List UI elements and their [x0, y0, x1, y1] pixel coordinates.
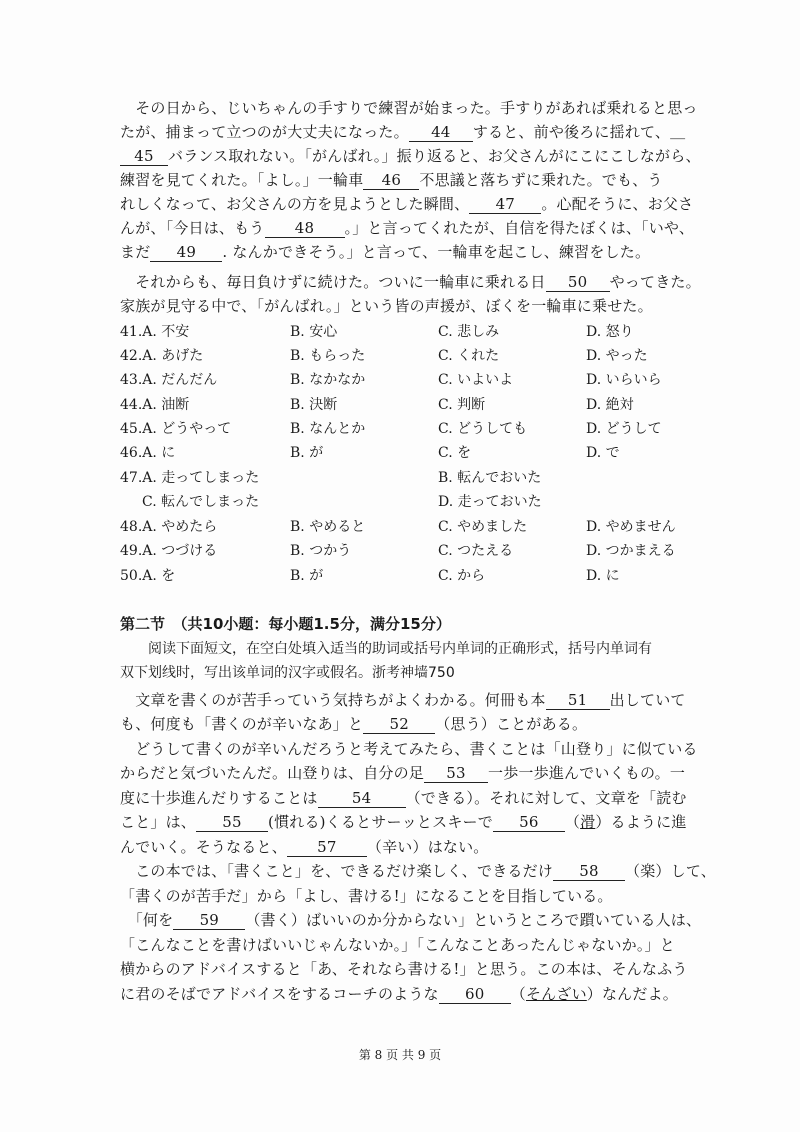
option-49-c[interactable]: C. つたえる	[438, 543, 514, 559]
blank-60[interactable]: 60	[439, 985, 511, 1004]
option-42-c[interactable]: C. くれた	[438, 348, 500, 364]
question-48-options	[120, 515, 680, 539]
option-50-b[interactable]: B. が	[290, 568, 324, 584]
option-50-c[interactable]: C. から	[438, 568, 486, 584]
passage2-line-11: 「こんなことを書けばいいじゃんないか。」「こんなことあったんじゃないか。」と	[120, 936, 675, 954]
option-45-b[interactable]: B. なんとか	[290, 421, 366, 437]
blank-47[interactable]: 47	[469, 195, 541, 214]
underlined-word-60: そんざい	[525, 985, 587, 1003]
passage2-line-10: 「何を 59 （書く）ばいいのか分からない」というところで躓いている人は、	[120, 911, 702, 929]
passage2-line-12: 横からのアドバイスすると「あ、それなら書ける!」と思う。この本は、そんなふう	[120, 960, 688, 978]
option-43-b[interactable]: B. なかなか	[290, 372, 366, 388]
option-48-d[interactable]: D. やめません	[586, 519, 676, 535]
passage2-line-3: どうして書くのが辛いんだろうと考えてみたら、書くことは「山登り」に似ている	[120, 740, 698, 758]
option-49-b[interactable]: B. つかう	[290, 543, 352, 559]
option-47-d[interactable]: D. 走っておいた	[438, 494, 542, 510]
page-footer: 第 8 页 共 9 页	[358, 1048, 442, 1062]
option-49-a[interactable]: 49.A. つづける	[120, 543, 218, 559]
blank-52[interactable]: 52	[363, 715, 435, 734]
section2-instruction-line-1: 阅读下面短文，在空白处填入适当的助词或括号内单词的正确形式，括号内单词有	[120, 641, 652, 657]
blank-56[interactable]: 56	[493, 813, 565, 832]
passage1-line-7: まだ 49 . なんかできそう。」と言って、一輪車を起こし、練習をした。	[120, 243, 651, 261]
option-47-b[interactable]: B. 転んでおいた	[438, 470, 542, 486]
blank-53[interactable]: 53	[424, 764, 488, 783]
blank-50[interactable]: 50	[546, 273, 610, 292]
blank-51[interactable]: 51	[546, 691, 610, 710]
blank-59[interactable]: 59	[173, 911, 245, 930]
blank-55[interactable]: 55	[196, 813, 268, 832]
passage1-line-6: んが、「今日は、もう 48 。」と言ってくれたが、自信を得たぼくは、「いや、	[120, 219, 695, 237]
option-46-b[interactable]: B. が	[290, 445, 324, 461]
option-47-a[interactable]: 47.A. 走ってしまった	[120, 470, 260, 486]
passage1-line-2: たが、捕まって立つのが大丈夫になった。 44 すると、前や後ろに揺れて、＿	[120, 123, 686, 141]
passage2-line-7: んでいく。そうなると、 57 （辛い）はない。	[120, 838, 489, 856]
passage1-line-3: 45 バランス取れない。「がんばれ。」振り返ると、お父さんがにこにこしながら、	[120, 144, 690, 168]
option-42-b[interactable]: B. もらった	[290, 348, 366, 364]
question-44-options	[120, 393, 680, 417]
question-47-options-row2	[120, 490, 680, 514]
question-42-options	[120, 344, 680, 368]
passage2-line-9: 「書くのが苦手だ」から「よし、書ける!」になることを目指している。	[120, 887, 613, 905]
option-43-a[interactable]: 43.A. だんだん	[120, 372, 218, 388]
blank-44[interactable]: 44	[409, 123, 473, 142]
option-48-c[interactable]: C. やめました	[438, 519, 528, 535]
underlined-word-56: 滑	[580, 813, 596, 831]
option-44-d[interactable]: D. 絶対	[586, 397, 634, 413]
blank-46[interactable]: 46	[363, 171, 419, 190]
passage2-line-1: 文章を書くのが苦手っていう気持ちがよくわかる。何冊も本 51 出していて	[120, 691, 686, 709]
option-45-c[interactable]: C. どうしても	[438, 421, 528, 437]
section2-instruction-line-2: 双下划线时，写出该单词的汉字或假名。浙考神墙750	[120, 665, 455, 681]
option-50-a[interactable]: 50.A. を	[120, 568, 176, 584]
option-41-b[interactable]: B. 安心	[290, 324, 338, 340]
passage2-line-2: も、何度も「書くのが辛いなあ」と 52 （思う）ことがある。	[120, 715, 588, 733]
passage1-line-8: それからも、毎日負けずに続けた。ついに一輪車に乗れる日 50 やってきた。	[120, 273, 701, 291]
passage1-line-5: れしくなって、お父さんの方を見ようとした瞬間、 47 。心配そうに、お父さ	[120, 195, 694, 213]
blank-57[interactable]: 57	[287, 838, 367, 857]
option-47-c[interactable]: C. 転んでしまった	[142, 494, 260, 510]
passage1-line-9: 家族が見守る中で、「がんばれ。」という皆の声援が、ぼくを一輪車に乗せた。	[120, 297, 653, 315]
question-43-options	[120, 368, 680, 392]
question-45-options	[120, 417, 680, 441]
option-44-c[interactable]: C. 判断	[438, 397, 486, 413]
passage2-line-5: 度に十歩進んだりすることは 54 （できる）。それに対して、文章を「読む	[120, 789, 687, 807]
option-44-b[interactable]: B. 決断	[290, 397, 338, 413]
option-49-d[interactable]: D. つかまえる	[586, 543, 676, 559]
section2-title: 第二节 （共10小题：每小题1.5分，满分15分）	[120, 615, 451, 633]
question-50-options	[120, 564, 680, 588]
passage1-line-4: 練習を見てくれた。「よし。」一輪車 46 不思議と落ちずに乗れた。でも、う	[120, 171, 663, 189]
question-49-options	[120, 539, 680, 563]
passage1-line-1: その日から、じいちゃんの手すりで練習が始まった。手すりがあれば乗れると思っ	[120, 99, 698, 117]
option-48-a[interactable]: 48.A. やめたら	[120, 519, 218, 535]
passage2-line-8: この本では、「書くこと」を、できるだけ楽しく、できるだけ 58 （楽）して、	[120, 862, 716, 880]
option-46-a[interactable]: 46.A. に	[120, 445, 176, 461]
option-45-d[interactable]: D. どうして	[586, 421, 662, 437]
question-47-options-row1	[120, 466, 680, 490]
blank-54[interactable]: 54	[318, 789, 406, 808]
passage2-line-6: こと」は、 55 (慣れる)くるとサーッとスキーで 56 （滑）るように進	[120, 813, 687, 831]
option-48-b[interactable]: B. やめると	[290, 519, 366, 535]
blank-45[interactable]: 45	[120, 147, 168, 166]
option-41-a[interactable]: 41.A. 不安	[120, 324, 190, 340]
blank-48[interactable]: 48	[265, 219, 345, 238]
option-45-a[interactable]: 45.A. どうやって	[120, 421, 232, 437]
blank-49[interactable]: 49	[150, 243, 222, 262]
option-41-c[interactable]: C. 悲しみ	[438, 324, 500, 340]
option-46-d[interactable]: D. で	[586, 445, 620, 461]
question-41-options	[120, 320, 680, 344]
option-42-a[interactable]: 42.A. あげた	[120, 348, 204, 364]
option-43-d[interactable]: D. いらいら	[586, 372, 662, 388]
option-46-c[interactable]: C. を	[438, 445, 472, 461]
option-42-d[interactable]: D. やった	[586, 348, 648, 364]
option-44-a[interactable]: 44.A. 油断	[120, 397, 190, 413]
option-43-c[interactable]: C. いよいよ	[438, 372, 514, 388]
option-41-d[interactable]: D. 怒り	[586, 324, 634, 340]
question-46-options	[120, 441, 680, 465]
passage2-line-4: からだと気づいたんだ。山登りは、自分の足 53 一歩一歩進んでいくもの。一	[120, 764, 686, 782]
blank-58[interactable]: 58	[553, 862, 625, 881]
option-50-d[interactable]: D. に	[586, 568, 620, 584]
passage2-line-13: に君のそばでアドバイスをするコーチのような 60 （そんざい）なんだよ。	[120, 985, 678, 1003]
